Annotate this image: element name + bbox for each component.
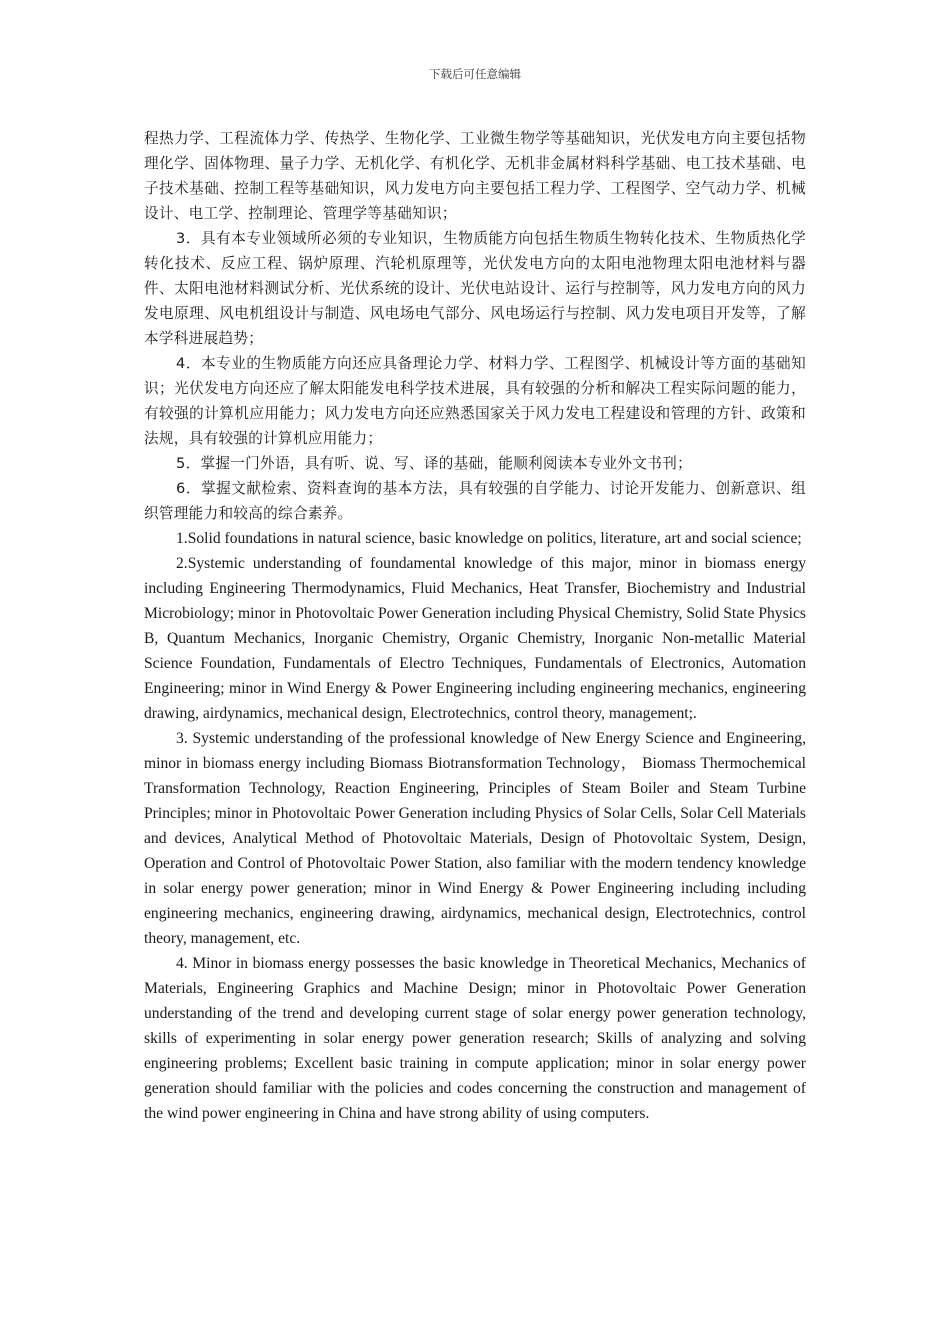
paragraph-cn-item-6: 6．掌握文献检索、资料查询的基本方法，具有较强的自学能力、讨论开发能力、创新意识、组织管理能力和较高的综合素养。: [144, 480, 806, 522]
paragraph-cn-item-3: 3．具有本专业领域所必须的专业知识，生物质能方向包括生物质生物转化技术、生物质热化学转化技术、反应工程、锅炉原理、汽轮机原理等，光伏发电方向的太阳电池物理太阳电池材料与器件、太阳电池材料测试分析、光伏系统的设计、光伏电站设计、运行与控制等，风力发电方向的风力发电原理、风电机组设计与制造、风电场电气部分、风电场运行与控制、风力发电项目开发等，了解本学科进展趋势；: [144, 230, 806, 347]
paragraph-cn-foundations-continued: 程热力学、工程流体力学、传热学、生物化学、工业微生物学等基础知识，光伏发电方向主要包括物理化学、固体物理、量子力学、无机化学、有机化学、无机非金属材料科学基础、电工技术基础、电子技术基础、控制工程等基础知识，风力发电方向主要包括工程力学、工程图学、空气动力学、机械设计、电工学、控制理论、管理学等基础知识；: [144, 130, 806, 222]
paragraph-cn-item-5: 5．掌握一门外语，具有听、说、写、译的基础，能顺利阅读本专业外文书刊；: [176, 455, 692, 472]
paragraph-cn-item-4: 4．本专业的生物质能方向还应具备理论力学、材料力学、工程图学、机械设计等方面的基础知识；光伏发电方向还应了解太阳能发电科学技术进展，具有较强的分析和解决工程实际问题的能力，有较强的计算机应用能力；风力发电方向还应熟悉国家关于风力发电工程建设和管理的方针、政策和法规，具有较强的计算机应用能力；: [144, 355, 806, 447]
paragraph-en-item-4: 4. Minor in biomass energy possesses the basic knowledge in Theoretical Mechanics, Mechanics of Materials, Engineering Graphics and Machine Design; minor in Photovoltaic Power Generation understanding of the trend and developing current stage of solar energy power generation technology, skills of experimenting in solar energy power generation research; Skills of analyzing and solving engineering problems; Excellent basic training in compute application; minor in solar energy power generation should familiar with the policies and codes concerning the construction and management of the wind power engineering in China and have strong ability of using computers.: [144, 955, 806, 1122]
paragraph-en-item-2: 2.Systemic understanding of foundamental knowledge of this major, minor in biomass energy including Engineering Thermodynamics, Fluid Mechanics, Heat Transfer, Biochemistry and Industrial Microbiology; minor in Photovoltaic Power Generation including Physical Chemistry, Solid State Physics B, Quantum Mechanics, Inorganic Chemistry, Organic Chemistry, Inorganic Non-metallic Material Science Foundation, Fundamentals of Electro Techniques, Fundamentals of Electronics, Automation Engineering; minor in Wind Energy & Power Engineering including engineering mechanics, engineering drawing, airdynamics, mechanical design, Electrotechnics, control theory, management;.: [144, 555, 806, 722]
page-header: 下载后可任意编辑: [429, 67, 521, 81]
document-body: [144, 126, 806, 1126]
paragraph-en-item-3: 3. Systemic understanding of the professional knowledge of New Energy Science and Engineering, minor in biomass energy including Biomass Biotransformation Technology， Biomass Thermochemical Transformation Technology, Reaction Engineering, Principles of Steam Boiler and Steam Turbine Principles; minor in Photovoltaic Power Generation including Physics of Solar Cells, Solar Cell Materials and devices, Analytical Method of Photovoltaic Materials, Design of Photovoltaic System, Design, Operation and Control of Photovoltaic Power Station, also familiar with the modern tendency knowledge in solar energy power generation; minor in Wind Energy & Power Engineering including including engineering mechanics, engineering drawing, airdynamics, mechanical design, Electrotechnics, control theory, management, etc.: [144, 730, 806, 947]
paragraph-en-item-1: 1.Solid foundations in natural science, basic knowledge on politics, literature, art and social science;: [176, 530, 802, 547]
